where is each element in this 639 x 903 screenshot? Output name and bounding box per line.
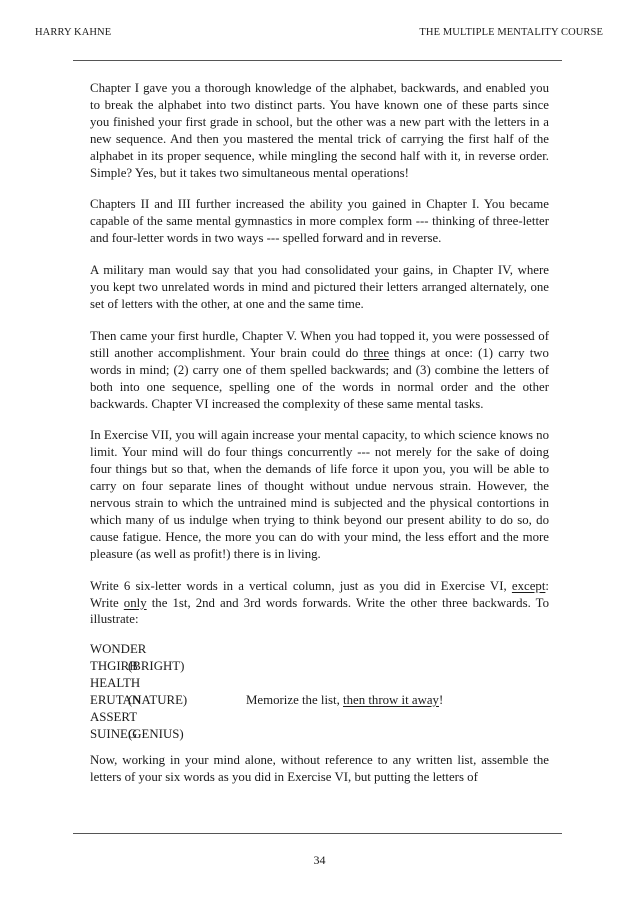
memorize-note-text-a: Memorize the list,	[246, 693, 344, 708]
list-word: ASSERT	[90, 709, 138, 724]
word-list-row	[90, 692, 549, 709]
paragraph-3: A military man would say that you had consolidated your gains, in Chapter IV, where you kept two unrelated words in mind and pictured their letters arranged alternately, one set of letters with the other, at one and the same time.	[90, 263, 549, 311]
word-list-row	[90, 658, 549, 675]
paragraph-6	[90, 578, 549, 629]
memorize-note-text-b: !	[438, 693, 444, 708]
list-word-hint: (GENIUS)	[128, 726, 184, 741]
list-word-hint: (NATURE)	[128, 693, 188, 708]
paragraph-7: Now, working in your mind alone, without reference to any written list, assemble the letters of your six words as you did in Exercise VI, but putting the letters of	[90, 752, 549, 784]
word-list-row	[90, 726, 549, 743]
page-body	[90, 80, 549, 801]
word-list	[90, 641, 549, 742]
paragraph-6-text-c: the 1st, 2nd and 3rd words forwards. Write the other three backwards. To illustrate:	[90, 595, 550, 627]
list-word: WONDER	[90, 642, 147, 657]
list-word: THGIRB	[90, 659, 138, 674]
underlined-throw-away: then throw it away	[343, 693, 439, 708]
paragraph-2: Chapters II and III further increased the ability you gained in Chapter I. You became capable of the same mental gymnastics in more complex form --- thinking of three-letter and four-letter words in two ways --- spelled forward and in reverse.	[90, 197, 549, 246]
underlined-except: except	[511, 578, 546, 593]
paragraph-1: Chapter I gave you a thorough knowledge of the alphabet, backwards, and enabled you to break the alphabet into two distinct parts. You have known one of these parts since you finished your first grade in school, but the other was a new part with the letters in a new sequence. And then you mastered the mental trick of carrying the first half of the alphabet in its proper sequence, while mingling the second half with it, in reverse order. Simple? Yes, but it takes two simultaneous mental operations!	[90, 81, 549, 180]
paragraph-6-text-b: : Write	[90, 578, 549, 610]
paragraph-6-text-a: Write 6 six-letter words in a vertical column, just as you did in Exercise VI,	[90, 578, 512, 593]
list-word: SUINEG	[90, 726, 138, 741]
footer-rule	[73, 833, 562, 834]
list-word: HEALTH	[90, 676, 141, 691]
memorize-note	[246, 692, 443, 709]
word-list-row	[90, 709, 549, 726]
header-rule	[73, 60, 562, 61]
paragraph-4-text-b: things at once: (1) carry two words in mind; (2) carry one of them spelled backwards; and (3) combine the letters of both into one sequence, spelling one of the words in normal order and the other backwards. Chapter VI increased the complexity of these same mental tasks.	[90, 345, 549, 411]
paragraph-5: In Exercise VII, you will again increase your mental capacity, to which science knows no limit. Your mind will do four things concurrently --- not merely for the sake of doing four things but so that, when the demands of life force it upon you, you will be able to carry on four separate lines of thought without undue nervous strain. However, the nervous strain to which the untrained mind is subjected and the physical contortions in which many of us indulge when trying to think beyond our present ability to do so, do cause fatigue. Hence, the more you can do with your mind, the less effort and the more pleasure (as well as profit!) there is in living.	[90, 428, 550, 561]
page-number: 34	[313, 853, 326, 867]
word-list-row	[90, 675, 549, 692]
paragraph-4	[90, 328, 549, 413]
list-word-hint: (BRIGHT)	[128, 659, 185, 674]
running-header-author: HARRY KAHNE	[35, 27, 112, 38]
paragraph-4-text-a: Then came your first hurdle, Chapter V. When you had topped it, you were possessed of still another accomplishment. Your brain could do	[90, 328, 549, 360]
running-header-title: THE MULTIPLE MENTALITY COURSE	[419, 27, 603, 38]
word-list-row	[90, 641, 549, 658]
list-word: ERUTAN	[90, 693, 142, 708]
underlined-only: only	[123, 595, 147, 610]
underlined-three: three	[363, 345, 390, 360]
